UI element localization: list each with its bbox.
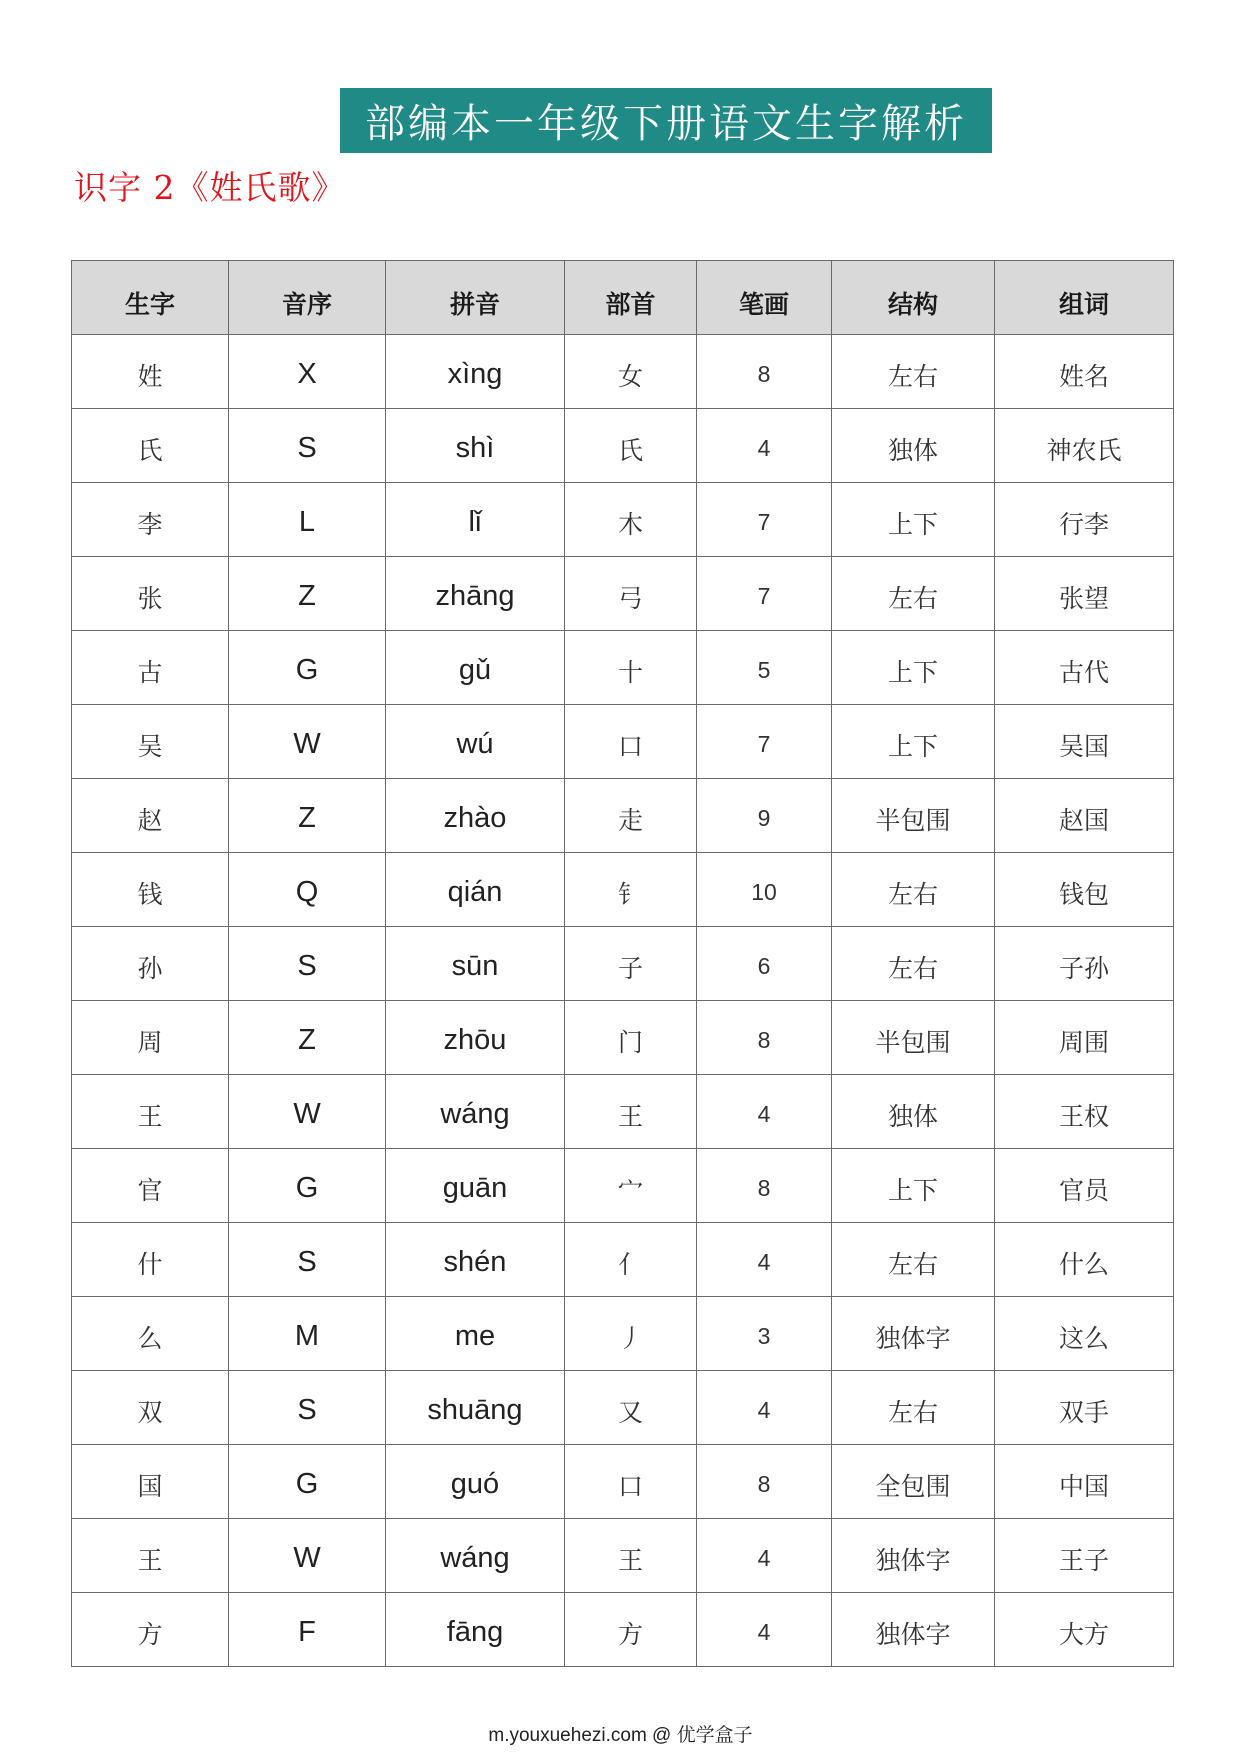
table-row — [72, 335, 1174, 409]
cell-initial: W — [229, 705, 386, 779]
cell-strokes: 6 — [697, 927, 832, 1001]
cell-words: 行李 — [995, 483, 1174, 557]
cell-pinyin: zhāng — [386, 557, 565, 631]
cell-initial: G — [229, 1445, 386, 1519]
cell-strokes: 9 — [697, 779, 832, 853]
cell-radical: 走 — [565, 779, 697, 853]
header-pinyin: 拼音 — [386, 261, 565, 335]
cell-character: 氏 — [72, 409, 229, 483]
cell-initial: Z — [229, 779, 386, 853]
cell-structure: 左右 — [832, 853, 995, 927]
table-row — [72, 1519, 1174, 1593]
cell-structure: 上下 — [832, 1149, 995, 1223]
cell-character: 钱 — [72, 853, 229, 927]
cell-pinyin: guó — [386, 1445, 565, 1519]
cell-character: 姓 — [72, 335, 229, 409]
cell-words: 大方 — [995, 1593, 1174, 1667]
cell-initial: G — [229, 631, 386, 705]
cell-strokes: 10 — [697, 853, 832, 927]
cell-structure: 独体字 — [832, 1297, 995, 1371]
cell-radical: 木 — [565, 483, 697, 557]
cell-words: 双手 — [995, 1371, 1174, 1445]
cell-strokes: 3 — [697, 1297, 832, 1371]
cell-words: 中国 — [995, 1445, 1174, 1519]
cell-character: 方 — [72, 1593, 229, 1667]
cell-radical: 又 — [565, 1371, 697, 1445]
cell-strokes: 5 — [697, 631, 832, 705]
cell-strokes: 4 — [697, 1519, 832, 1593]
table-header — [72, 261, 1174, 335]
table-row — [72, 1593, 1174, 1667]
cell-character: 周 — [72, 1001, 229, 1075]
cell-strokes: 8 — [697, 1149, 832, 1223]
table-row — [72, 1075, 1174, 1149]
cell-structure: 左右 — [832, 927, 995, 1001]
cell-initial: F — [229, 1593, 386, 1667]
character-table — [71, 260, 1174, 1667]
cell-structure: 上下 — [832, 631, 995, 705]
cell-character: 国 — [72, 1445, 229, 1519]
cell-strokes: 4 — [697, 1371, 832, 1445]
cell-words: 王子 — [995, 1519, 1174, 1593]
table-row — [72, 557, 1174, 631]
cell-character: 赵 — [72, 779, 229, 853]
header-words: 组词 — [995, 261, 1174, 335]
cell-pinyin: zhào — [386, 779, 565, 853]
cell-words: 古代 — [995, 631, 1174, 705]
table-row — [72, 1001, 1174, 1075]
cell-strokes: 7 — [697, 483, 832, 557]
header-character: 生字 — [72, 261, 229, 335]
cell-radical: 子 — [565, 927, 697, 1001]
cell-pinyin: lǐ — [386, 483, 565, 557]
cell-strokes: 4 — [697, 1593, 832, 1667]
cell-strokes: 4 — [697, 1223, 832, 1297]
cell-structure: 左右 — [832, 1223, 995, 1297]
cell-radical: 方 — [565, 1593, 697, 1667]
cell-structure: 左右 — [832, 1371, 995, 1445]
cell-character: 古 — [72, 631, 229, 705]
table-row — [72, 1149, 1174, 1223]
cell-strokes: 4 — [697, 409, 832, 483]
table-row — [72, 927, 1174, 1001]
cell-words: 什么 — [995, 1223, 1174, 1297]
cell-words: 张望 — [995, 557, 1174, 631]
cell-pinyin: sūn — [386, 927, 565, 1001]
cell-radical: 十 — [565, 631, 697, 705]
cell-character: 官 — [72, 1149, 229, 1223]
cell-initial: S — [229, 409, 386, 483]
cell-structure: 独体 — [832, 409, 995, 483]
table-body — [72, 335, 1174, 1667]
table-row — [72, 1445, 1174, 1519]
cell-strokes: 8 — [697, 1001, 832, 1075]
cell-strokes: 8 — [697, 335, 832, 409]
cell-radical: 丿 — [565, 1297, 697, 1371]
cell-initial: W — [229, 1075, 386, 1149]
cell-character: 么 — [72, 1297, 229, 1371]
cell-character: 张 — [72, 557, 229, 631]
cell-radical: 王 — [565, 1519, 697, 1593]
cell-pinyin: zhōu — [386, 1001, 565, 1075]
table-row — [72, 1297, 1174, 1371]
cell-words: 姓名 — [995, 335, 1174, 409]
table-row — [72, 409, 1174, 483]
cell-character: 双 — [72, 1371, 229, 1445]
cell-character: 李 — [72, 483, 229, 557]
cell-initial: S — [229, 1371, 386, 1445]
footer-watermark: m.youxuehezi.com @ 优学盒子 — [488, 1725, 753, 1746]
cell-radical: 亻 — [565, 1223, 697, 1297]
cell-character: 王 — [72, 1519, 229, 1593]
cell-character: 孙 — [72, 927, 229, 1001]
cell-character: 什 — [72, 1223, 229, 1297]
cell-radical: 弓 — [565, 557, 697, 631]
cell-words: 神农氏 — [995, 409, 1174, 483]
table-row — [72, 631, 1174, 705]
cell-radical: 王 — [565, 1075, 697, 1149]
cell-words: 钱包 — [995, 853, 1174, 927]
table-row — [72, 1223, 1174, 1297]
cell-character: 王 — [72, 1075, 229, 1149]
cell-initial: S — [229, 927, 386, 1001]
cell-initial: Z — [229, 1001, 386, 1075]
cell-radical: 宀 — [565, 1149, 697, 1223]
table-row — [72, 705, 1174, 779]
cell-pinyin: wú — [386, 705, 565, 779]
cell-structure: 独体 — [832, 1075, 995, 1149]
table-row — [72, 483, 1174, 557]
cell-radical: 女 — [565, 335, 697, 409]
cell-words: 这么 — [995, 1297, 1174, 1371]
cell-strokes: 7 — [697, 705, 832, 779]
cell-pinyin: wáng — [386, 1075, 565, 1149]
cell-radical: 口 — [565, 1445, 697, 1519]
header-row — [72, 261, 1174, 335]
cell-structure: 独体字 — [832, 1519, 995, 1593]
cell-initial: M — [229, 1297, 386, 1371]
cell-words: 子孙 — [995, 927, 1174, 1001]
cell-structure: 独体字 — [832, 1593, 995, 1667]
cell-pinyin: shì — [386, 409, 565, 483]
cell-initial: W — [229, 1519, 386, 1593]
cell-structure: 半包围 — [832, 779, 995, 853]
table-row — [72, 853, 1174, 927]
table-row — [72, 1371, 1174, 1445]
cell-words: 官员 — [995, 1149, 1174, 1223]
lesson-title: 识字 2《姓氏歌》 — [74, 168, 346, 207]
cell-structure: 左右 — [832, 557, 995, 631]
cell-strokes: 8 — [697, 1445, 832, 1519]
cell-initial: G — [229, 1149, 386, 1223]
cell-initial: L — [229, 483, 386, 557]
cell-words: 吴国 — [995, 705, 1174, 779]
cell-radical: 氏 — [565, 409, 697, 483]
cell-pinyin: shén — [386, 1223, 565, 1297]
cell-pinyin: guān — [386, 1149, 565, 1223]
cell-structure: 上下 — [832, 705, 995, 779]
cell-pinyin: wáng — [386, 1519, 565, 1593]
cell-pinyin: qián — [386, 853, 565, 927]
cell-structure: 上下 — [832, 483, 995, 557]
cell-structure: 左右 — [832, 335, 995, 409]
cell-words: 王权 — [995, 1075, 1174, 1149]
cell-initial: Z — [229, 557, 386, 631]
header-strokes: 笔画 — [697, 261, 832, 335]
cell-pinyin: fāng — [386, 1593, 565, 1667]
document-title: 部编本一年级下册语文生字解析 — [340, 88, 992, 153]
cell-pinyin: me — [386, 1297, 565, 1371]
header-initial: 音序 — [229, 261, 386, 335]
cell-structure: 半包围 — [832, 1001, 995, 1075]
header-radical: 部首 — [565, 261, 697, 335]
cell-pinyin: xìng — [386, 335, 565, 409]
table-row — [72, 779, 1174, 853]
cell-radical: 口 — [565, 705, 697, 779]
cell-strokes: 4 — [697, 1075, 832, 1149]
header-structure: 结构 — [832, 261, 995, 335]
cell-structure: 全包围 — [832, 1445, 995, 1519]
cell-character: 吴 — [72, 705, 229, 779]
cell-words: 周围 — [995, 1001, 1174, 1075]
cell-radical: 门 — [565, 1001, 697, 1075]
cell-words: 赵国 — [995, 779, 1174, 853]
cell-radical: 钅 — [565, 853, 697, 927]
cell-pinyin: shuāng — [386, 1371, 565, 1445]
cell-initial: X — [229, 335, 386, 409]
cell-initial: S — [229, 1223, 386, 1297]
cell-initial: Q — [229, 853, 386, 927]
cell-pinyin: gǔ — [386, 631, 565, 705]
cell-strokes: 7 — [697, 557, 832, 631]
